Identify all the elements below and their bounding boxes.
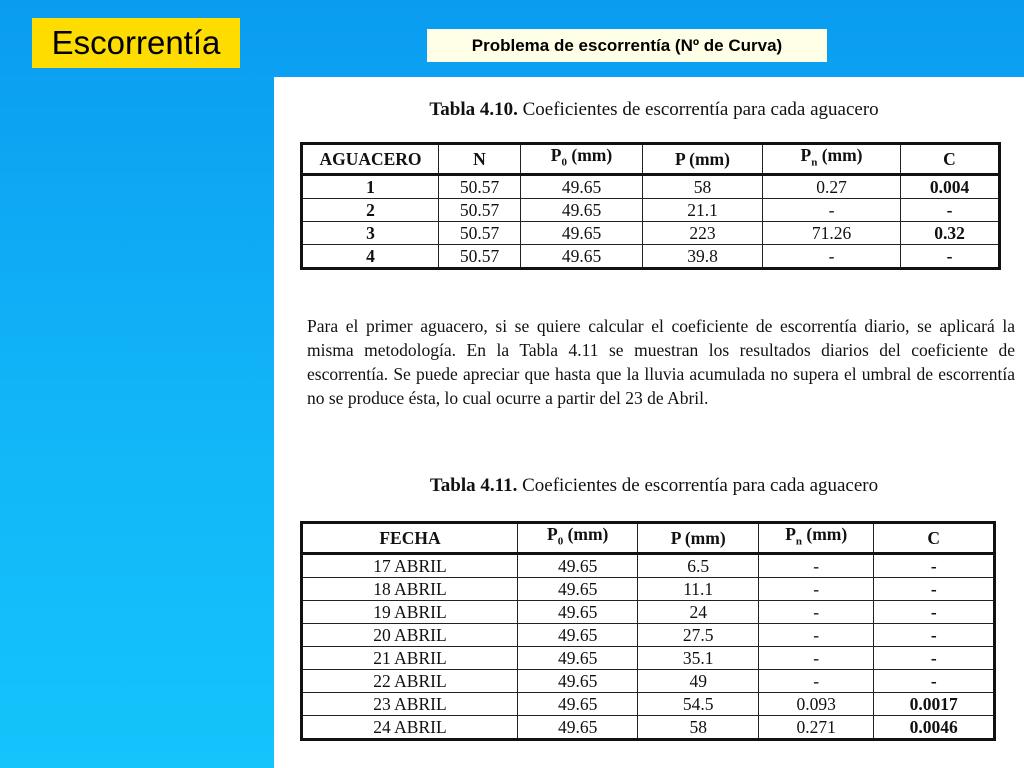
- table-cell: 0.32: [901, 221, 1000, 244]
- table-cell: 223: [643, 221, 763, 244]
- table-cell: 17 ABRIL: [302, 553, 518, 577]
- table-cell: 20 ABRIL: [302, 623, 518, 646]
- table-cell: -: [758, 600, 874, 623]
- table-cell: -: [874, 600, 995, 623]
- table-cell: 1: [302, 174, 439, 198]
- table-cell: 49.65: [521, 198, 643, 221]
- table-cell: 0.271: [758, 715, 874, 739]
- table-cell: 49.65: [517, 715, 638, 739]
- table1-caption-label: Tabla 4.10.: [429, 99, 518, 120]
- table-row: [302, 669, 995, 692]
- table-cell: 58: [643, 174, 763, 198]
- runoff-table-storms: [300, 142, 1001, 270]
- table-cell: 50.57: [439, 198, 521, 221]
- table-cell: 39.8: [643, 244, 763, 268]
- table-cell: 49.65: [517, 692, 638, 715]
- table-cell: -: [758, 669, 874, 692]
- table2-caption-text: Coeficientes de escorrentía para cada aguacero: [517, 475, 879, 496]
- table1-header: $P_0$ (mm): [521, 144, 643, 175]
- table-cell: 35.1: [638, 646, 759, 669]
- table-cell: 22 ABRIL: [302, 669, 518, 692]
- table-cell: -: [874, 623, 995, 646]
- table2-caption-label: Tabla 4.11.: [429, 475, 518, 496]
- table-cell: -: [901, 198, 1000, 221]
- table-cell: 58: [638, 715, 759, 739]
- table-cell: 21.1: [643, 198, 763, 221]
- table-cell: 0.093: [758, 692, 874, 715]
- slide-title: Escorrentía: [32, 18, 240, 68]
- table-cell: 49.65: [517, 646, 638, 669]
- table-cell: -: [758, 623, 874, 646]
- table-cell: 23 ABRIL: [302, 692, 518, 715]
- document-scan: [274, 77, 1024, 768]
- table-row: [302, 174, 1000, 198]
- table1-caption: [274, 99, 1024, 121]
- table-cell: 49.65: [521, 244, 643, 268]
- table2-caption: [274, 475, 1024, 497]
- table-cell: -: [901, 244, 1000, 268]
- body-paragraph: Para el primer aguacero, si se quiere calcular el coeficiente de escorrentía diario, se aplicará la misma metodología. En la Tabla 4.11 se muestran los resultados diarios del coeficiente de escorrentía. Se puede apreciar que hasta que la lluvia acumulada no supera el umbral de escorrentía no se produce ésta, lo cual ocurre a partir del 23 de Abril.: [307, 316, 1015, 408]
- table-cell: 3: [302, 221, 439, 244]
- table-row: [302, 244, 1000, 268]
- table-row: [302, 715, 995, 739]
- table-cell: 49.65: [517, 600, 638, 623]
- table-cell: 18 ABRIL: [302, 577, 518, 600]
- slide-subtitle: Problema de escorrentía (Nº de Curva): [427, 29, 827, 62]
- table-row: [302, 646, 995, 669]
- table-cell: 49.65: [517, 577, 638, 600]
- table-cell: -: [763, 198, 901, 221]
- table-cell: 24: [638, 600, 759, 623]
- runoff-table-daily: [300, 521, 996, 741]
- table1-caption-text: Coeficientes de escorrentía para cada aguacero: [517, 99, 879, 120]
- table-cell: -: [758, 646, 874, 669]
- table-cell: 6.5: [638, 553, 759, 577]
- table-row: [302, 600, 995, 623]
- table-row: [302, 198, 1000, 221]
- table2-header: FECHA: [302, 523, 518, 554]
- table-cell: 11.1: [638, 577, 759, 600]
- table-cell: 4: [302, 244, 439, 268]
- table-cell: -: [874, 646, 995, 669]
- table-row: [302, 692, 995, 715]
- table1-header: AGUACERO: [302, 144, 439, 175]
- table-cell: 0.27: [763, 174, 901, 198]
- table2-header-row: [302, 523, 995, 554]
- table-cell: 27.5: [638, 623, 759, 646]
- table-cell: 50.57: [439, 174, 521, 198]
- table-row: [302, 221, 1000, 244]
- table-cell: 54.5: [638, 692, 759, 715]
- table2-header: $P_n$ (mm): [758, 523, 874, 554]
- table1-header: $P_n$ (mm): [763, 144, 901, 175]
- table-cell: 49.65: [521, 221, 643, 244]
- table-cell: 24 ABRIL: [302, 715, 518, 739]
- table-cell: 0.0046: [874, 715, 995, 739]
- table-cell: 49.65: [517, 553, 638, 577]
- table-cell: 49.65: [521, 174, 643, 198]
- table-cell: 0.0017: [874, 692, 995, 715]
- table-cell: 49.65: [517, 669, 638, 692]
- table2-header: C: [874, 523, 995, 554]
- table-cell: -: [874, 669, 995, 692]
- table-cell: 71.26: [763, 221, 901, 244]
- table-cell: -: [874, 577, 995, 600]
- table-row: [302, 623, 995, 646]
- table-row: [302, 553, 995, 577]
- table-cell: 49: [638, 669, 759, 692]
- table-cell: -: [874, 553, 995, 577]
- table-cell: 49.65: [517, 623, 638, 646]
- table1-header: P (mm): [643, 144, 763, 175]
- table-cell: 50.57: [439, 244, 521, 268]
- table1-header: N: [439, 144, 521, 175]
- table2-header: P (mm): [638, 523, 759, 554]
- table2-header: $P_0$ (mm): [517, 523, 638, 554]
- table-row: [302, 577, 995, 600]
- table-cell: 2: [302, 198, 439, 221]
- table-cell: 19 ABRIL: [302, 600, 518, 623]
- table-cell: 21 ABRIL: [302, 646, 518, 669]
- table-cell: 0.004: [901, 174, 1000, 198]
- table1-header-row: [302, 144, 1000, 175]
- table-cell: 50.57: [439, 221, 521, 244]
- table-cell: -: [758, 553, 874, 577]
- table-cell: -: [763, 244, 901, 268]
- table-cell: -: [758, 577, 874, 600]
- table1-header: C: [901, 144, 1000, 175]
